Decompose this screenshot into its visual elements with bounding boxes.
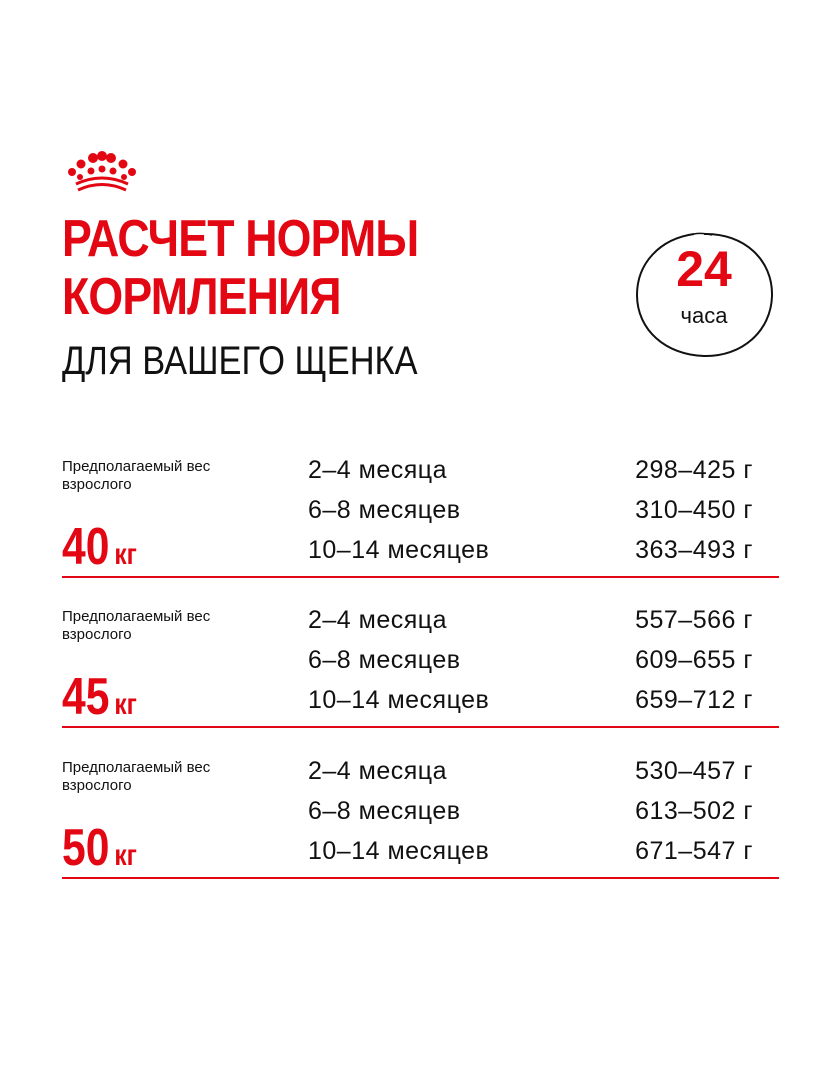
crown-icon — [66, 150, 138, 194]
table-row — [308, 532, 779, 572]
age-range: 6–8 месяцев — [308, 646, 461, 674]
food-amount: 609–655 г — [635, 646, 753, 674]
food-amount: 298–425 г — [635, 456, 753, 484]
table-row — [308, 793, 779, 833]
adult-weight — [62, 518, 137, 576]
food-amount: 613–502 г — [635, 797, 753, 825]
weight-unit: кг — [114, 538, 137, 571]
weight-label: Предполагаемый вес взрослого — [62, 759, 211, 794]
feeding-group-45 — [62, 608, 779, 748]
feeding-rows — [308, 452, 779, 572]
food-amount: 363–493 г — [635, 536, 753, 564]
hours-badge — [632, 230, 776, 360]
feeding-rows — [308, 753, 779, 873]
age-range: 2–4 месяца — [308, 456, 448, 484]
weight-value: 40 — [62, 518, 110, 576]
age-range: 10–14 месяцев — [308, 837, 490, 865]
food-amount: 530–457 г — [635, 757, 753, 785]
feeding-group-50 — [62, 759, 779, 899]
table-row — [308, 452, 779, 492]
title-line-1: РАСЧЕТ НОРМЫ — [62, 210, 419, 268]
age-range: 6–8 месяцев — [308, 496, 461, 524]
adult-weight — [62, 668, 137, 726]
table-row — [308, 753, 779, 793]
weight-unit: кг — [114, 688, 137, 721]
table-row — [308, 682, 779, 722]
table-row — [308, 833, 779, 873]
title-line-2: КОРМЛЕНИЯ — [62, 268, 341, 326]
age-range: 2–4 месяца — [308, 757, 448, 785]
age-range: 10–14 месяцев — [308, 686, 490, 714]
weight-value: 50 — [62, 819, 110, 877]
section-divider — [62, 576, 779, 578]
weight-label: Предполагаемый вес взрослого — [62, 458, 211, 493]
food-amount: 557–566 г — [635, 606, 753, 634]
food-amount: 659–712 г — [635, 686, 753, 714]
age-range: 6–8 месяцев — [308, 797, 461, 825]
feeding-group-40 — [62, 458, 779, 598]
age-range: 2–4 месяца — [308, 606, 448, 634]
feeding-rows — [308, 602, 779, 722]
adult-weight — [62, 819, 137, 877]
badge-unit: часа — [680, 303, 728, 328]
weight-label: Предполагаемый вес взрослого — [62, 608, 211, 643]
section-divider — [62, 877, 779, 879]
weight-unit: кг — [114, 839, 137, 872]
table-row — [308, 492, 779, 532]
badge-value: 24 — [676, 241, 732, 297]
weight-value: 45 — [62, 668, 110, 726]
section-divider — [62, 726, 779, 728]
page-subtitle: ДЛЯ ВАШЕГО ЩЕНКА — [62, 339, 418, 383]
food-amount: 310–450 г — [635, 496, 753, 524]
table-row — [308, 602, 779, 642]
table-row — [308, 642, 779, 682]
page-title — [62, 210, 418, 326]
food-amount: 671–547 г — [635, 837, 753, 865]
age-range: 10–14 месяцев — [308, 536, 490, 564]
